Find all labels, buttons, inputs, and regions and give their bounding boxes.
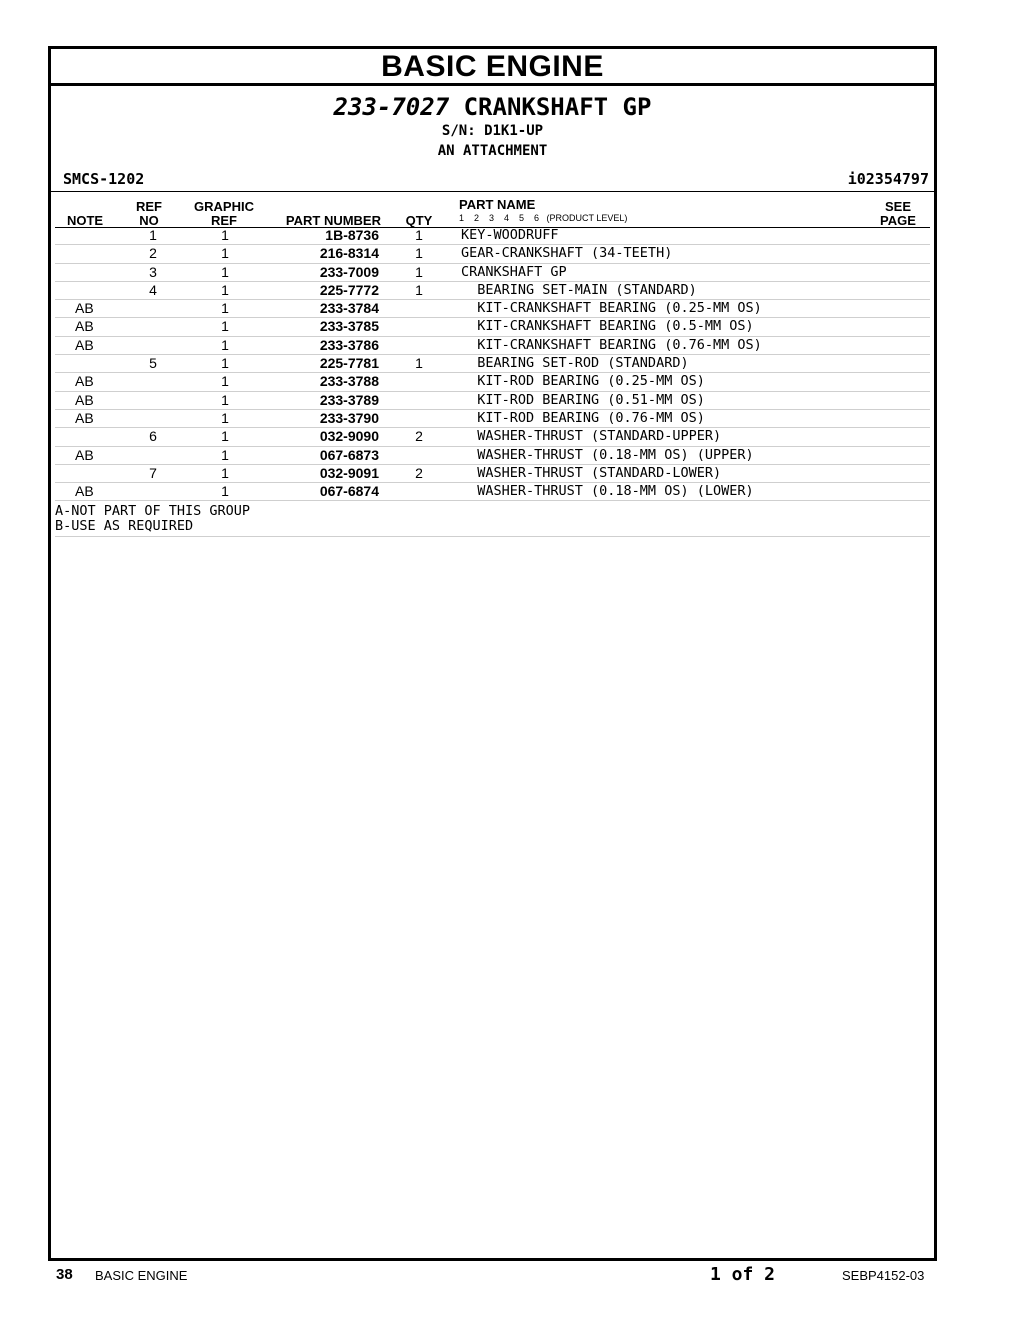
- part-name-cell: KIT-CRANKSHAFT BEARING (0.5-MM OS): [461, 318, 754, 335]
- part-name-cell: BEARING SET-ROD (STANDARD): [461, 355, 689, 372]
- part-number-cell: 216-8314: [319, 245, 379, 262]
- group-part-number: 233-7027: [333, 93, 450, 121]
- header-divider: [51, 191, 934, 192]
- header-qty: QTY: [405, 213, 433, 228]
- part-number-cell: 233-3789: [319, 391, 379, 408]
- part-name-cell: KIT-CRANKSHAFT BEARING (0.25-MM OS): [461, 300, 762, 317]
- notes-block: [55, 502, 930, 537]
- part-name-cell: CRANKSHAFT GP: [461, 263, 567, 280]
- qty-cell: 1: [415, 355, 423, 372]
- header-ref-bottom: NO: [139, 213, 159, 228]
- parts-table: [55, 227, 930, 501]
- table-row: [55, 428, 930, 446]
- ref-no-cell: 4: [149, 281, 157, 298]
- header-graphic-bottom: REF: [211, 213, 237, 228]
- graphic-ref-cell: 1: [221, 428, 229, 445]
- graphic-ref-cell: 1: [221, 318, 229, 335]
- ref-no-cell: 7: [149, 464, 157, 481]
- header-part-name: PART NAME: [459, 197, 536, 212]
- serial-number: S/N: D1K1-UP: [441, 123, 544, 139]
- note-cell: AB: [75, 300, 94, 317]
- graphic-ref-cell: 1: [221, 483, 229, 500]
- part-number-cell: 225-7772: [319, 281, 379, 298]
- part-name-cell: WASHER-THRUST (0.18-MM OS) (LOWER): [461, 483, 754, 500]
- ref-no-cell: 5: [149, 355, 157, 372]
- footer-document-id: SEBP4152-03: [842, 1268, 925, 1283]
- header-product-levels: 1 2 3 4 5 6 (PRODUCT LEVEL): [459, 213, 628, 223]
- header-part-number: PART NUMBER: [285, 213, 381, 228]
- part-number-cell: 067-6874: [319, 483, 379, 500]
- part-number-cell: 067-6873: [319, 446, 379, 463]
- note-cell: AB: [75, 373, 94, 390]
- table-row: [55, 300, 930, 318]
- part-name-cell: KIT-ROD BEARING (0.51-MM OS): [461, 391, 705, 408]
- graphic-ref-cell: 1: [221, 446, 229, 463]
- graphic-ref-cell: 1: [221, 263, 229, 280]
- group-name: CRANKSHAFT GP: [463, 93, 652, 121]
- section-title: BASIC ENGINE: [51, 49, 934, 86]
- note-cell: AB: [75, 391, 94, 408]
- header-ref-top: REF: [136, 199, 162, 214]
- header-note: NOTE: [66, 213, 104, 228]
- note-cell: AB: [75, 446, 94, 463]
- header-see-top: SEE: [884, 199, 911, 214]
- graphic-ref-cell: 1: [221, 464, 229, 481]
- part-number-cell: 1B-8736: [325, 227, 379, 243]
- illustration-id: i02354797: [847, 170, 929, 188]
- table-row: [55, 355, 930, 373]
- note-line: B-USE AS REQUIRED: [55, 517, 194, 534]
- part-name-cell: GEAR-CRANKSHAFT (34-TEETH): [461, 245, 673, 262]
- part-number-cell: 032-9090: [319, 428, 379, 445]
- note-cell: AB: [75, 409, 94, 426]
- part-name-cell: KIT-ROD BEARING (0.25-MM OS): [461, 373, 705, 390]
- table-row: [55, 227, 930, 245]
- table-row: [55, 465, 930, 483]
- part-number-cell: 233-3785: [319, 318, 379, 335]
- graphic-ref-cell: 1: [221, 300, 229, 317]
- graphic-ref-cell: 1: [221, 355, 229, 372]
- graphic-ref-cell: 1: [221, 245, 229, 262]
- ref-no-cell: 3: [149, 263, 157, 280]
- table-row: [55, 483, 930, 501]
- part-name-cell: WASHER-THRUST (STANDARD-UPPER): [461, 428, 722, 445]
- ref-no-cell: 2: [149, 245, 157, 262]
- table-row: [55, 337, 930, 355]
- note-cell: AB: [75, 336, 94, 353]
- table-row: [55, 373, 930, 391]
- table-row: [55, 447, 930, 465]
- qty-cell: 2: [415, 428, 423, 445]
- graphic-ref-cell: 1: [221, 391, 229, 408]
- qty-cell: 2: [415, 464, 423, 481]
- graphic-ref-cell: 1: [221, 373, 229, 390]
- ref-no-cell: 6: [149, 428, 157, 445]
- part-number-cell: 032-9091: [319, 464, 379, 481]
- smcs-code: SMCS-1202: [63, 170, 145, 188]
- note-line: A-NOT PART OF THIS GROUP: [55, 502, 251, 519]
- table-row: [55, 245, 930, 263]
- group-title: [51, 93, 934, 121]
- part-number-cell: 233-3784: [319, 300, 379, 317]
- footer-page-number: 38: [56, 1266, 73, 1283]
- footer-page-of: 1 of 2: [710, 1264, 776, 1285]
- part-name-cell: KIT-CRANKSHAFT BEARING (0.76-MM OS): [461, 336, 762, 353]
- qty-cell: 1: [415, 227, 423, 243]
- group-type: AN ATTACHMENT: [437, 143, 548, 159]
- graphic-ref-cell: 1: [221, 336, 229, 353]
- qty-cell: 1: [415, 245, 423, 262]
- table-row: [55, 264, 930, 282]
- ref-no-cell: 1: [149, 227, 157, 243]
- header-graphic-top: GRAPHIC: [194, 199, 254, 214]
- qty-cell: 1: [415, 263, 423, 280]
- table-row: [55, 410, 930, 428]
- part-name-cell: BEARING SET-MAIN (STANDARD): [461, 281, 697, 298]
- graphic-ref-cell: 1: [221, 281, 229, 298]
- footer-section: BASIC ENGINE: [95, 1268, 188, 1283]
- qty-cell: 1: [415, 281, 423, 298]
- page-frame: [48, 46, 937, 1261]
- table-row: [55, 318, 930, 336]
- note-cell: AB: [75, 318, 94, 335]
- part-name-cell: KIT-ROD BEARING (0.76-MM OS): [461, 409, 705, 426]
- graphic-ref-cell: 1: [221, 227, 229, 243]
- part-number-cell: 233-3788: [319, 373, 379, 390]
- table-row: [55, 392, 930, 410]
- part-name-cell: WASHER-THRUST (STANDARD-LOWER): [461, 464, 722, 481]
- header-see-bottom: PAGE: [880, 213, 916, 228]
- table-row: [55, 282, 930, 300]
- part-name-cell: KEY-WOODRUFF: [461, 227, 559, 243]
- note-cell: AB: [75, 483, 94, 500]
- part-number-cell: 233-3786: [319, 336, 379, 353]
- part-name-cell: WASHER-THRUST (0.18-MM OS) (UPPER): [461, 446, 754, 463]
- graphic-ref-cell: 1: [221, 409, 229, 426]
- part-number-cell: 233-3790: [319, 409, 379, 426]
- part-number-cell: 225-7781: [319, 355, 379, 372]
- part-number-cell: 233-7009: [319, 263, 379, 280]
